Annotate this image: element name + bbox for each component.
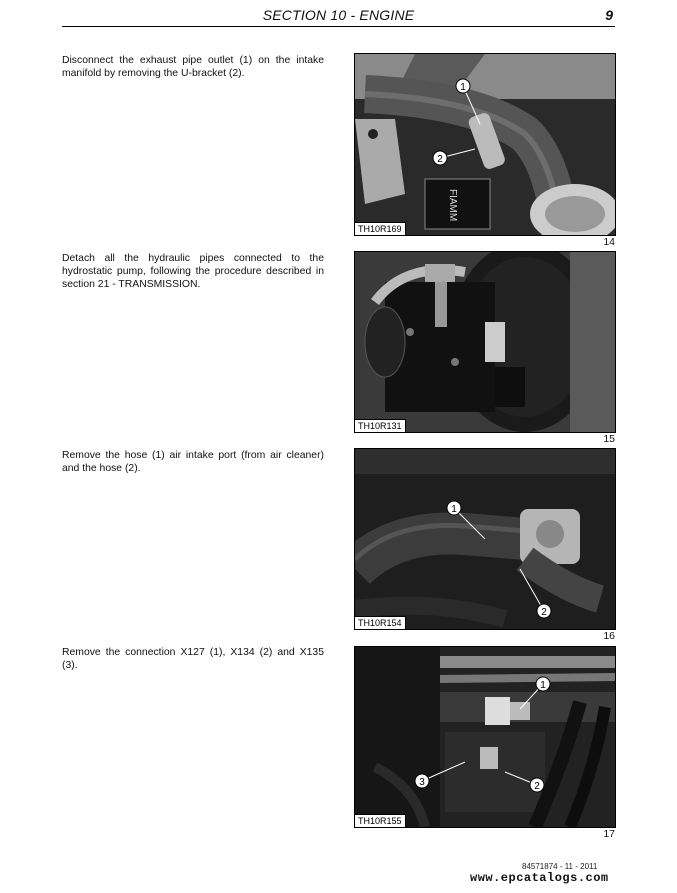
- step-1-text: Disconnect the exhaust pipe outlet (1) on the intake manifold by removing the U-bracket (2).: [62, 55, 324, 79]
- figure-number: 16: [603, 630, 615, 642]
- callout-2: 2: [541, 607, 547, 618]
- callout-2: 2: [534, 781, 540, 792]
- callout-1: 1: [451, 504, 457, 515]
- figure-number: 14: [603, 236, 615, 248]
- step-4-text: Remove the connection X127 (1), X134 (2) and X135 (3).: [62, 647, 324, 671]
- figure-number: 15: [603, 433, 615, 445]
- photo-hydrostatic-pump: [354, 251, 616, 433]
- photo-connections: [354, 646, 616, 828]
- svg-text:FIAMM: FIAMM: [447, 189, 458, 222]
- section-title: SECTION 10 - ENGINE: [262, 7, 415, 23]
- callout-1: 1: [540, 680, 546, 691]
- photo-exhaust-outlet: [354, 53, 616, 236]
- photo-code: TH10R155: [355, 814, 406, 827]
- photo-code: TH10R169: [355, 222, 406, 235]
- photo-air-intake-hose: [354, 448, 616, 630]
- page-number: 9: [605, 7, 613, 23]
- callout-2: 2: [437, 154, 443, 165]
- step-3-text: Remove the hose (1) air intake port (from air cleaner) and the hose (2).: [62, 450, 324, 474]
- part-number: 84571874 - 11 - 2011: [522, 862, 598, 871]
- page-header: [62, 6, 615, 27]
- photo-code: TH10R154: [355, 616, 406, 629]
- callout-3: 3: [419, 777, 425, 788]
- watermark: www.epcatalogs.com: [470, 871, 609, 885]
- figure-number: 17: [603, 828, 615, 840]
- step-2-text: Detach all the hydraulic pipes connected to the hydrostatic pump, following the procedure described in section 21 - TRANSMISSION.: [62, 253, 324, 290]
- callout-1: 1: [460, 82, 466, 93]
- photo-code: TH10R131: [355, 419, 406, 432]
